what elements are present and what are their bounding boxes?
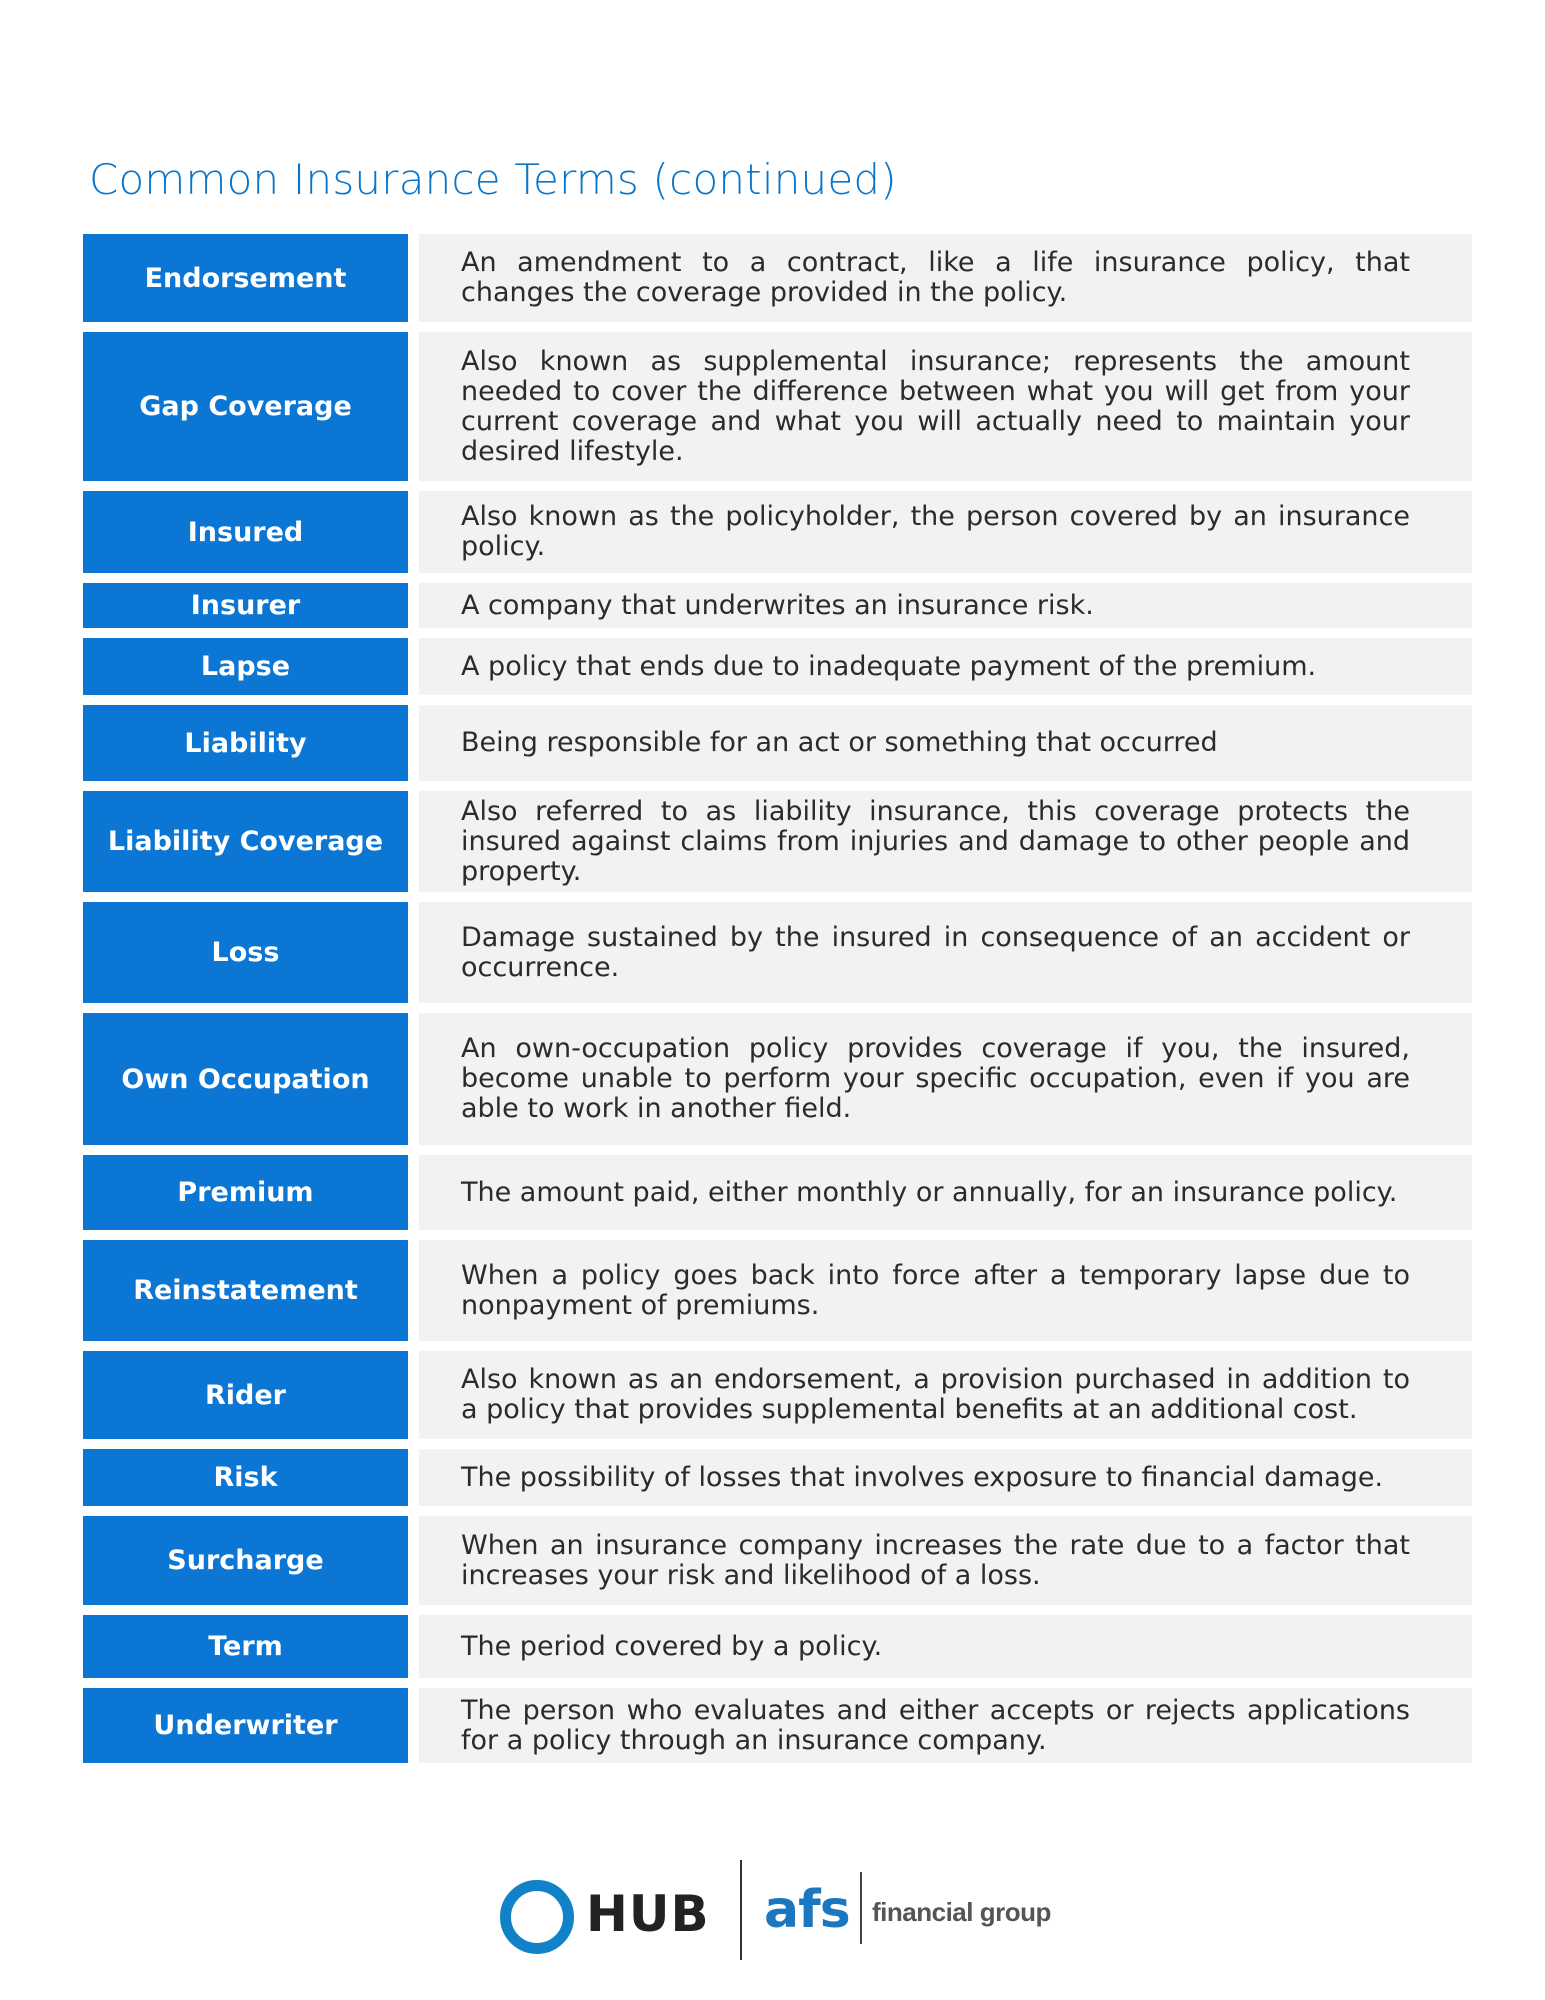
- term-row-liability-coverage: [83, 791, 1472, 892]
- financial-group-text: financial group: [872, 1897, 1051, 1927]
- term-row-endorsement: [83, 234, 1472, 322]
- term-label: Term: [83, 1615, 408, 1678]
- term-row-insurer: [83, 583, 1472, 628]
- definition-text: Being responsible for an act or something that occurred: [461, 727, 1218, 758]
- term-label: Reinstatement: [83, 1240, 408, 1341]
- definition-text: The possibility of losses that involves exposure to financial damage.: [461, 1461, 1384, 1493]
- term-definition: [419, 705, 1472, 781]
- term-definition: [419, 1615, 1472, 1678]
- term-definition: [419, 638, 1472, 695]
- term-label: Surcharge: [83, 1516, 408, 1605]
- definition-text: Also known as supplemental insurance; represents the amount needed to cover the difference between what you will get from your current coverage and what you will actually need to maintain your desired lifestyle.: [461, 345, 1410, 467]
- term-row-rider: [83, 1351, 1472, 1439]
- term-label: Rider: [83, 1351, 408, 1439]
- page-title: Common Insurance Terms (continued): [89, 155, 897, 204]
- definition-text: An own-occupation policy provides coverage if you, the insured, become unable to perform your specific occupation, even if you are able to work in another field.: [461, 1033, 1410, 1124]
- term-definition: [419, 1351, 1472, 1439]
- term-label: Endorsement: [83, 234, 408, 322]
- term-definition: [419, 491, 1472, 573]
- term-label: Premium: [83, 1155, 408, 1230]
- term-row-gap-coverage: [83, 332, 1472, 481]
- definition-text: Damage sustained by the insured in consequence of an accident or occurrence.: [461, 921, 1410, 983]
- term-definition: [419, 1449, 1472, 1506]
- definition-text: When a policy goes back into force after a temporary lapse due to nonpayment of premiums.: [461, 1259, 1410, 1321]
- term-row-insured: [83, 491, 1472, 573]
- definition-text: A policy that ends due to inadequate payment of the premium.: [461, 650, 1317, 682]
- afs-logo-text: afs: [764, 1880, 850, 1940]
- term-label: Liability: [83, 705, 408, 781]
- term-row-own-occupation: [83, 1013, 1472, 1145]
- term-definition: [419, 1516, 1472, 1605]
- term-definition: [419, 1155, 1472, 1230]
- term-definition: [419, 1688, 1472, 1763]
- term-label: Gap Coverage: [83, 332, 408, 481]
- definition-text: The person who evaluates and either accepts or rejects applications for a policy through an insurance company.: [461, 1694, 1410, 1756]
- definition-text: Also referred to as liability insurance, this coverage protects the insured against claims from injuries and damage to other people and property.: [461, 795, 1410, 887]
- definition-text: Also known as an endorsement, a provision purchased in addition to a policy that provides supplemental benefits at an additional cost.: [461, 1364, 1410, 1425]
- term-row-surcharge: [83, 1516, 1472, 1605]
- term-label: Liability Coverage: [83, 791, 408, 892]
- definition-text: When an insurance company increases the rate due to a factor that increases your risk and likelihood of a loss.: [461, 1529, 1410, 1591]
- logo-divider-small: [860, 1872, 862, 1944]
- term-label: Underwriter: [83, 1688, 408, 1763]
- term-row-reinstatement: [83, 1240, 1472, 1341]
- term-label: Insurer: [83, 583, 408, 628]
- term-label: Own Occupation: [83, 1013, 408, 1145]
- term-definition: [419, 583, 1472, 628]
- term-definition: [419, 332, 1472, 481]
- term-definition: [419, 902, 1472, 1003]
- definition-text: A company that underwrites an insurance risk.: [461, 589, 1094, 621]
- definition-text: The amount paid, either monthly or annually, for an insurance policy.: [461, 1176, 1398, 1208]
- definition-text: The period covered by a policy.: [461, 1630, 883, 1662]
- term-row-loss: [83, 902, 1472, 1003]
- term-definition: [419, 1240, 1472, 1341]
- term-row-underwriter: [83, 1688, 1472, 1763]
- term-label: Insured: [83, 491, 408, 573]
- term-row-risk: [83, 1449, 1472, 1506]
- term-definition: [419, 234, 1472, 322]
- term-row-lapse: [83, 638, 1472, 695]
- term-label: Risk: [83, 1449, 408, 1506]
- terms-table: [83, 234, 1472, 1763]
- definition-text: An amendment to a contract, like a life insurance policy, that changes the coverage provided in the policy.: [461, 247, 1410, 308]
- term-row-premium: [83, 1155, 1472, 1230]
- term-row-term: [83, 1615, 1472, 1678]
- hub-logo-text: HUB: [586, 1885, 710, 1943]
- logo-divider: [740, 1860, 742, 1960]
- definition-text: Also known as the policyholder, the person covered by an insurance policy.: [461, 501, 1410, 562]
- hub-logo-icon: [500, 1880, 574, 1954]
- footer-logos: [496, 1860, 1056, 1968]
- term-definition: [419, 1013, 1472, 1145]
- term-definition: [419, 791, 1472, 892]
- term-label: Loss: [83, 902, 408, 1003]
- term-label: Lapse: [83, 638, 408, 695]
- term-row-liability: [83, 705, 1472, 781]
